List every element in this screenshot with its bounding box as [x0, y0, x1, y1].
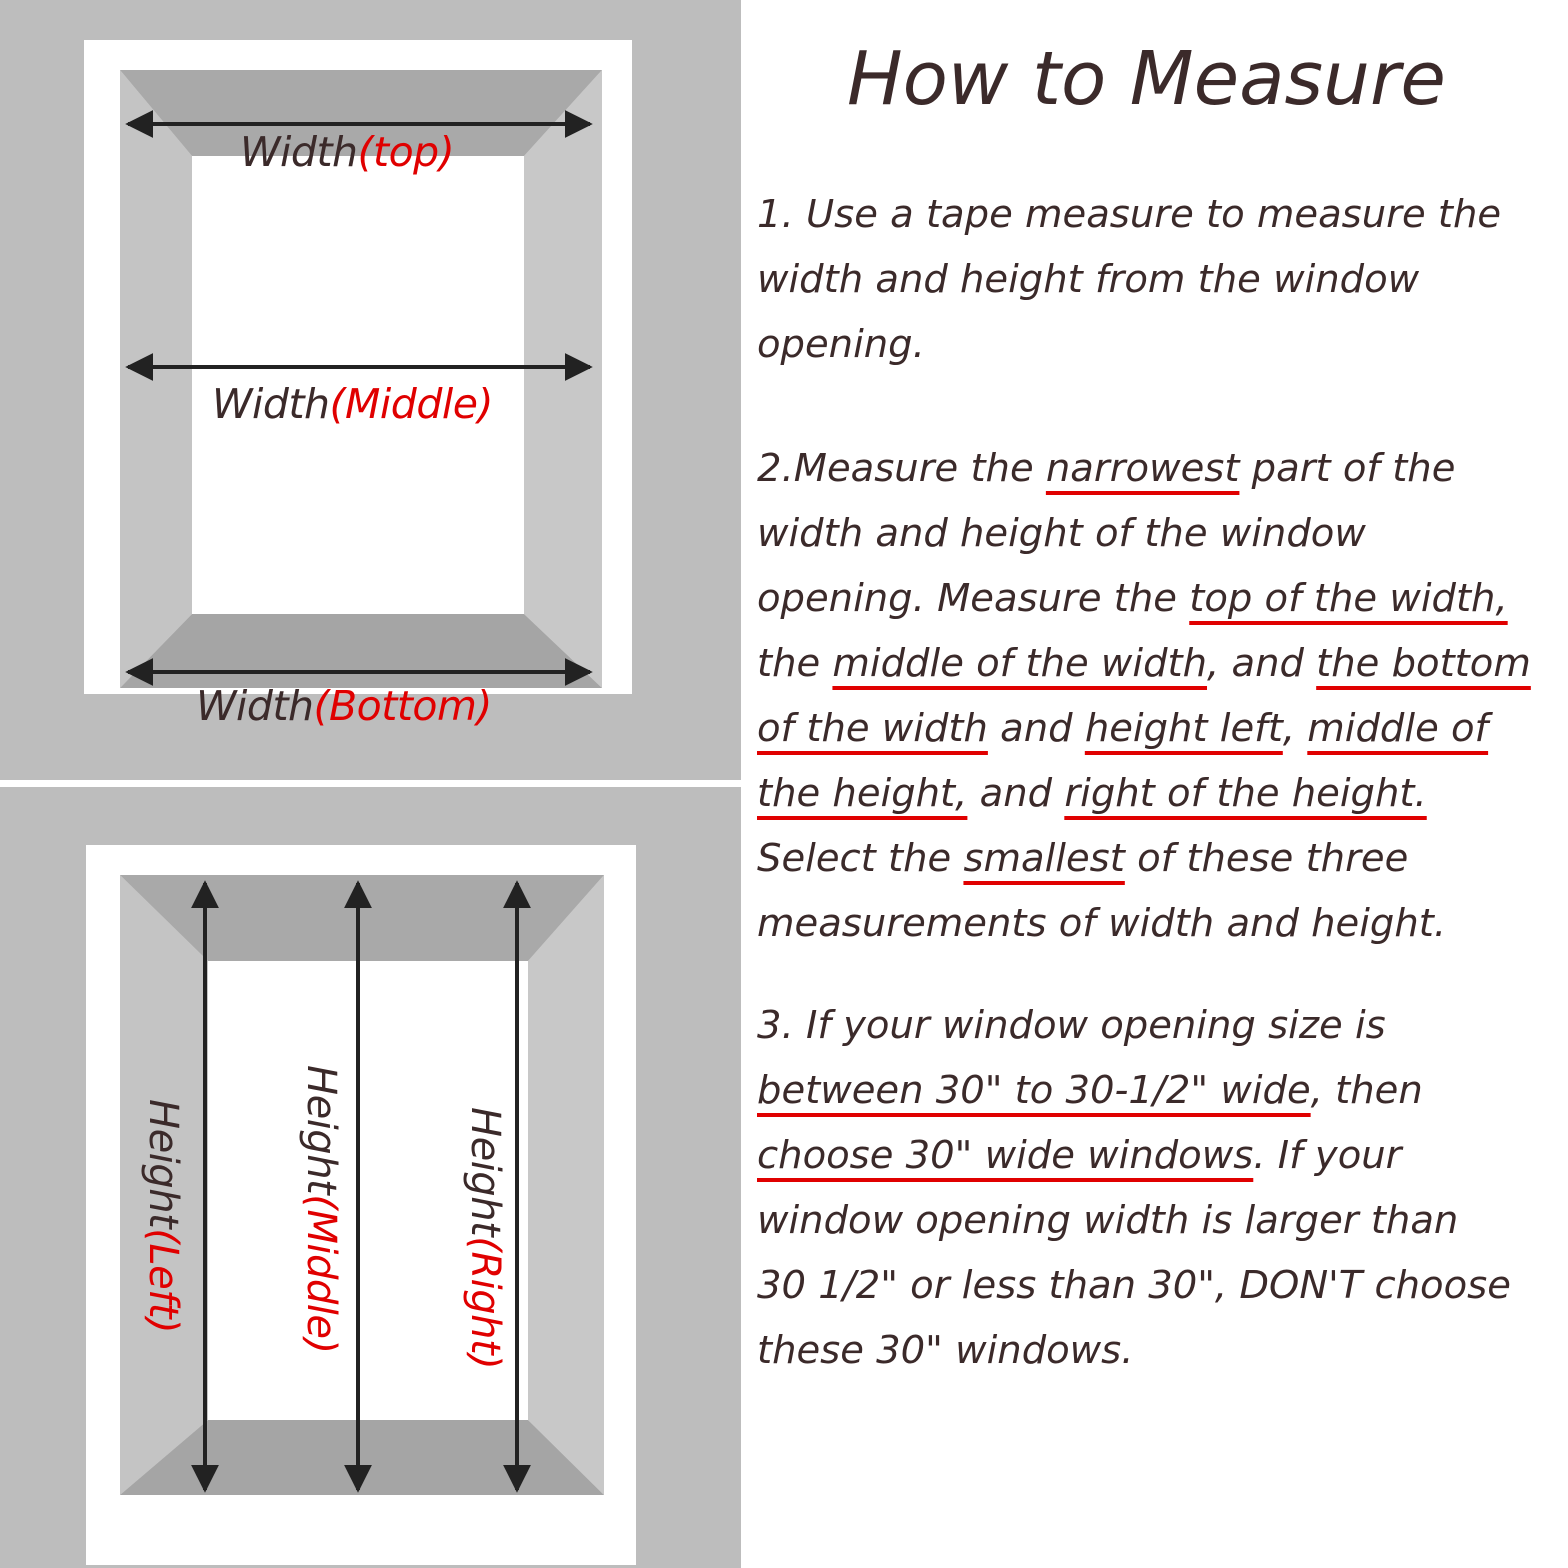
step-3-line: these 30" windows.	[757, 1328, 1134, 1373]
step-2-line: the middle of the width, and the bottom	[757, 641, 1531, 686]
underlined-text: middle of	[1307, 706, 1489, 751]
underlined-text: height left	[1084, 706, 1283, 751]
recess-right-bevel	[528, 875, 604, 1495]
underlined-text: the bottom	[1316, 641, 1531, 686]
width-middle-label: Width(Middle)	[212, 380, 493, 428]
height-diagram	[0, 787, 741, 1568]
step-1-line: 1. Use a tape measure to measure the	[757, 192, 1502, 237]
recess-left-bevel	[120, 70, 192, 688]
width-diagram	[0, 0, 741, 780]
step-2-line: opening. Measure the top of the width,	[757, 576, 1508, 621]
step-3-line: 3. If your window opening size is	[757, 1003, 1386, 1048]
height-middle-label: Height(Middle)	[298, 1065, 344, 1354]
underlined-text: choose 30" wide windows	[757, 1133, 1254, 1178]
step-3-line: window opening width is larger than	[757, 1198, 1459, 1243]
step-3-line: choose 30" wide windows. If your	[757, 1133, 1402, 1178]
height-left-label: Height(Left)	[140, 1099, 186, 1334]
step-2-line: width and height of the window	[757, 511, 1366, 556]
instructions-panel	[741, 0, 1568, 1568]
step-1-line: width and height from the window	[757, 257, 1420, 302]
underlined-text: of the width	[757, 706, 988, 751]
step-2-line: Select the smallest of these three	[757, 836, 1409, 881]
underlined-text: top of the width,	[1189, 576, 1508, 621]
underlined-text: between 30" to 30-1/2" wide	[757, 1068, 1311, 1113]
recess-bottom-bevel	[120, 614, 602, 688]
underlined-text: narrowest	[1045, 446, 1240, 491]
step-1	[757, 182, 1568, 377]
recess-right-bevel	[524, 70, 602, 688]
step-3-line: 30 1/2" or less than 30", DON'T choose	[757, 1263, 1511, 1308]
underlined-text: smallest	[963, 836, 1125, 881]
underlined-text: the height,	[757, 771, 968, 816]
step-3-line: between 30" to 30-1/2" wide, then	[757, 1068, 1423, 1113]
step-2-line: of the width and height left, middle of	[757, 706, 1489, 751]
step-2	[757, 436, 1568, 956]
step-3	[757, 993, 1568, 1383]
height-right-label: Height(Right)	[462, 1107, 508, 1370]
width-bottom-label: Width(Bottom)	[196, 682, 492, 730]
window-frame-height-illustration	[0, 787, 741, 1568]
step-2-line: measurements of width and height.	[757, 901, 1447, 946]
width-top-label: Width(top)	[240, 128, 455, 176]
step-2-line: 2.Measure the narrowest part of the	[757, 446, 1456, 491]
page-title: How to Measure	[847, 36, 1446, 122]
step-2-line: the height, and right of the height.	[757, 771, 1427, 816]
underlined-text: middle of the width	[832, 641, 1208, 686]
underlined-text: right of the height.	[1064, 771, 1427, 816]
step-1-line: opening.	[757, 322, 925, 367]
